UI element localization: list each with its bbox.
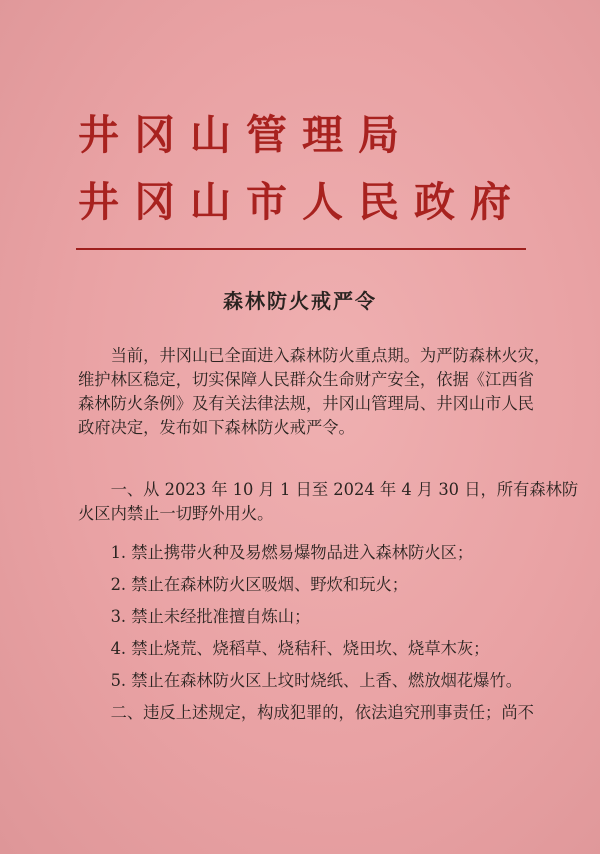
list-item-5: 5. 禁止在森林防火区上坟时烧纸、上香、燃放烟花爆竹。	[78, 671, 523, 690]
paragraph-article-2	[78, 701, 534, 725]
list-item-2: 2. 禁止在森林防火区吸烟、野炊和玩火；	[78, 575, 409, 594]
text-line: 森林防火条例》及有关法律法规，井冈山管理局、井冈山市人民	[78, 394, 534, 413]
paragraph-intro	[78, 344, 551, 440]
list-item-4: 4. 禁止烧荒、烧稻草、烧秸秆、烧田坎、烧草木灰；	[78, 639, 490, 658]
issuer-name-1: 井冈山管理局	[78, 111, 414, 159]
text-line: 政府决定，发布如下森林防火戒严令。	[78, 418, 355, 437]
text-line: 当前，井冈山已全面进入森林防火重点期。为严防森林火灾，	[78, 346, 551, 365]
text-line: 火区内禁止一切野外用火。	[78, 504, 274, 523]
text-line: 维护林区稳定，切实保障人民群众生命财产安全，依据《江西省	[78, 370, 534, 389]
text-line: 一、从 2023 年 10 月 1 日至 2024 年 4 月 30 日，所有森林防	[78, 480, 579, 499]
paragraph-article-1	[78, 478, 579, 526]
text-line: 二、违反上述规定，构成犯罪的，依法追究刑事责任；尚不	[78, 703, 534, 722]
list-item-1: 1. 禁止携带火种及易燃易爆物品进入森林防火区；	[78, 543, 474, 562]
issuer-name-2: 井冈山市人民政府	[78, 178, 526, 226]
list-item-3: 3. 禁止未经批准擅自炼山；	[78, 607, 311, 626]
header-divider	[76, 248, 526, 250]
document-title: 森林防火戒严令	[223, 289, 377, 313]
